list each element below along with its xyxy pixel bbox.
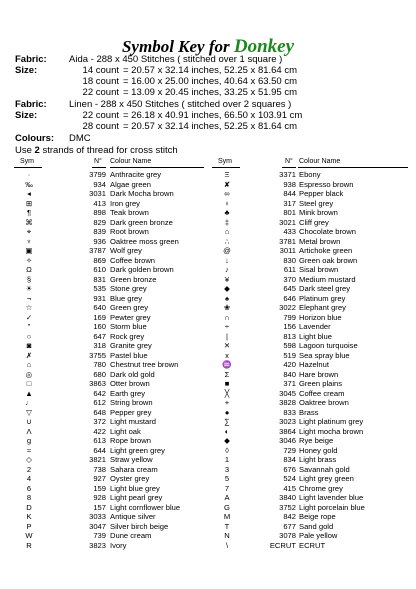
- symbol-glyph: 5: [224, 474, 230, 483]
- dmc-number: 535: [93, 284, 106, 293]
- colour-name: Horizon blue: [299, 312, 342, 322]
- dmc-number: 3023: [279, 417, 296, 426]
- symbol-glyph: ◂: [27, 189, 31, 198]
- colour-name: Sand gold: [299, 521, 334, 531]
- colour-name: Granite grey: [110, 341, 152, 350]
- symbol-glyph: ◇: [26, 455, 32, 464]
- colour-name: Elephant grey: [299, 303, 346, 312]
- symbol-glyph: ╳: [224, 388, 230, 398]
- fabric-label: Fabric:: [15, 99, 47, 110]
- colour-name: Pale yellow: [299, 531, 338, 540]
- colour-name: Coffee brown: [110, 255, 156, 265]
- symbol-glyph: ●: [224, 407, 230, 417]
- header-rule: [298, 167, 408, 168]
- dmc-number: 645: [283, 284, 296, 293]
- size-label: Size:: [15, 65, 38, 76]
- symbol-glyph: ∑: [224, 417, 230, 426]
- symbol-glyph: ◙: [26, 341, 32, 350]
- dmc-number: 844: [283, 189, 296, 198]
- header-rule: [110, 167, 204, 168]
- dmc-number: 3045: [279, 388, 296, 398]
- size-dims: = 20.57 x 32.14 inches, 52.25 x 81.64 cm: [123, 121, 298, 132]
- colour-name: Rock grey: [110, 331, 145, 341]
- fabric-linen-text: Linen - 288 x 450 Stitches ( stitched over 2 squares ): [69, 99, 292, 110]
- symbol-glyph: ☀: [25, 284, 33, 293]
- symbol-glyph: ◆: [224, 436, 230, 445]
- colour-name: Oaktree brown: [299, 398, 349, 407]
- symbol-glyph: M: [223, 512, 231, 521]
- symbol-glyph: ◆: [224, 284, 230, 293]
- size-dims: = 13.09 x 20.45 inches, 33.25 x 51.95 cm: [123, 87, 298, 98]
- colour-name: Root brown: [110, 227, 149, 236]
- colour-name: Pastel blue: [110, 350, 148, 360]
- dmc-number: 3781: [279, 236, 296, 246]
- symbol-glyph: ⌖: [26, 227, 32, 236]
- colour-name: Light cornflower blue: [110, 502, 181, 512]
- colours-value: DMC: [69, 133, 91, 144]
- colour-name: Oaktree moss green: [110, 236, 179, 246]
- symbol-glyph: N: [224, 531, 230, 540]
- dmc-number: 680: [93, 369, 106, 379]
- symbol-glyph: 4: [26, 474, 32, 483]
- symbol-glyph: Σ: [224, 369, 230, 379]
- dmc-number: 738: [93, 464, 106, 474]
- dmc-number: 370: [283, 274, 296, 284]
- dmc-number: 642: [93, 388, 106, 398]
- symbol-glyph: ☆: [25, 303, 33, 312]
- colour-name: Dune cream: [110, 531, 152, 540]
- colour-name: Hare brown: [299, 369, 339, 379]
- dmc-number: 831: [93, 274, 106, 284]
- dmc-number: 3033: [89, 512, 106, 521]
- symbol-glyph: ⊞: [25, 198, 33, 208]
- fabric-linen-line: [15, 99, 291, 110]
- dmc-number: 729: [283, 445, 296, 455]
- colour-name: Lavender: [299, 322, 331, 331]
- symbol-glyph: 7: [224, 483, 230, 493]
- title-pattern-name: Donkey: [233, 36, 295, 57]
- colour-name: Artichoke green: [299, 246, 353, 255]
- symbol-glyph: 1: [224, 455, 230, 464]
- size-count: 14 count: [82, 65, 119, 76]
- dmc-number: 938: [283, 179, 296, 189]
- dmc-number: 413: [93, 198, 106, 208]
- symbol-glyph: □: [26, 379, 32, 388]
- dmc-number: 936: [93, 236, 106, 246]
- fabric-aida-text: Aida - 288 x 450 Stitches ( stitched over 1 square ): [69, 54, 283, 65]
- symbol-glyph: ÷: [224, 322, 230, 331]
- dmc-number: 612: [93, 398, 106, 407]
- dmc-number: 799: [283, 312, 296, 322]
- dmc-number: 3755: [89, 350, 106, 360]
- colour-name: Antique silver: [110, 512, 156, 521]
- symbol-glyph: ▣: [25, 246, 33, 255]
- symbol-glyph: ◊: [225, 445, 229, 455]
- colour-name: Light oak: [110, 426, 141, 436]
- dmc-number: 3823: [89, 540, 106, 550]
- symbol-glyph: Ω: [26, 265, 32, 274]
- size-count: 28 count: [82, 121, 119, 132]
- colour-name: Light blue: [299, 331, 332, 341]
- dmc-number: 644: [93, 445, 106, 455]
- dmc-number: 3031: [89, 189, 106, 198]
- dmc-number: 801: [283, 208, 296, 217]
- symbol-glyph: ": [27, 322, 31, 331]
- colour-name: Light brass: [299, 455, 337, 464]
- colours-line: [15, 133, 91, 144]
- dmc-number: 677: [283, 521, 296, 531]
- colour-name: Teak brown: [110, 208, 149, 217]
- symbol-glyph: x: [225, 350, 229, 360]
- dmc-number: 613: [93, 436, 106, 445]
- colour-name: Beige rope: [299, 512, 336, 521]
- dmc-number: 3840: [279, 493, 296, 502]
- symbol-glyph: Ξ: [224, 170, 230, 179]
- colour-name: Lagoon turquoise: [299, 341, 358, 350]
- symbol-glyph: ✕: [223, 341, 231, 350]
- colour-name: Dark golden brown: [110, 265, 174, 274]
- symbol-glyph: G: [224, 502, 230, 512]
- dmc-number: 318: [93, 341, 106, 350]
- dmc-number: 160: [93, 322, 106, 331]
- colour-name: Light green grey: [110, 445, 165, 455]
- symbol-glyph: R: [26, 540, 32, 550]
- symbol-glyph: ↓: [225, 255, 229, 265]
- symbol-glyph: 3: [224, 464, 230, 474]
- symbol-glyph: ◎: [25, 369, 33, 379]
- dmc-number: 840: [283, 369, 296, 379]
- dmc-number: 3021: [279, 217, 296, 227]
- symbol-glyph: ♣: [224, 208, 230, 217]
- symbol-glyph: ¥: [224, 274, 230, 284]
- symbol-glyph: ○: [26, 331, 32, 341]
- colour-name: Iron grey: [110, 198, 140, 208]
- dmc-number: 869: [93, 255, 106, 265]
- symbol-glyph: ✧: [25, 255, 33, 265]
- number-header: N°: [94, 158, 102, 165]
- size-aida-22: [15, 87, 297, 98]
- symbol-glyph: W: [25, 531, 33, 540]
- dmc-number: 3752: [279, 502, 296, 512]
- symbol-glyph: +: [224, 398, 230, 407]
- colour-name: Dark steel grey: [299, 284, 351, 293]
- dmc-number: 598: [283, 341, 296, 350]
- colour-name: Pewter grey: [110, 312, 151, 322]
- colour-name: Chocolate brown: [299, 227, 356, 236]
- title-prefix: Symbol Key for: [121, 37, 230, 56]
- colour-name: Light mocha brown: [299, 426, 364, 436]
- symbol-glyph: ❀: [223, 303, 231, 312]
- colour-name: Rope brown: [110, 436, 151, 445]
- dmc-number: 3799: [89, 170, 106, 179]
- symbol-glyph: 6: [26, 483, 32, 493]
- symbol-glyph: ♀: [224, 198, 230, 208]
- symbol-glyph: ⌘: [25, 217, 33, 227]
- header-rule: [92, 167, 106, 168]
- dmc-number: 833: [283, 407, 296, 417]
- header-rule: [282, 167, 296, 168]
- colour-name: Metal brown: [299, 236, 341, 246]
- colour-name: Ebony: [299, 170, 321, 179]
- colour-name: Stone grey: [110, 284, 147, 293]
- colour-name: Light platinum grey: [299, 417, 364, 426]
- dmc-number: 830: [283, 255, 296, 265]
- dmc-number: 3864: [279, 426, 296, 436]
- symbol-glyph: ⌂: [26, 360, 32, 369]
- symbol-glyph: ≈: [26, 445, 32, 455]
- size-aida-18: [15, 76, 297, 87]
- colour-name: Rye beige: [299, 436, 334, 445]
- symbol-glyph: §: [26, 274, 32, 284]
- dmc-number: 934: [93, 179, 106, 189]
- size-count: 18 count: [82, 76, 119, 87]
- dmc-number: 927: [93, 474, 106, 483]
- dmc-number: 928: [93, 493, 106, 502]
- colour-name: Storm blue: [110, 322, 147, 331]
- dmc-number: 898: [93, 208, 106, 217]
- dmc-number: 371: [283, 379, 296, 388]
- dmc-number: 524: [283, 474, 296, 483]
- name-header: Colour Name: [299, 158, 341, 165]
- dmc-number: 3011: [279, 246, 296, 255]
- dmc-number: 3022: [279, 303, 296, 312]
- colour-name: Dark Mocha brown: [110, 189, 174, 198]
- sym-header: Sym: [20, 158, 34, 165]
- dmc-number: 931: [93, 293, 106, 303]
- size-dims: = 20.57 x 32.14 inches, 52.25 x 81.64 cm: [123, 65, 298, 76]
- symbol-glyph: ✗: [25, 350, 33, 360]
- thread-suffix: strands of thread for cross stitch: [42, 145, 178, 156]
- symbol-glyph: ∞: [224, 189, 230, 198]
- colour-name: Algae green: [110, 179, 151, 189]
- colour-name: Sea spray blue: [299, 350, 350, 360]
- thread-strands: 2: [34, 145, 40, 156]
- symbol-glyph: ✓: [25, 312, 33, 322]
- dmc-number: 610: [93, 265, 106, 274]
- symbol-glyph: ‰: [25, 179, 33, 189]
- colour-name: Cliff grey: [299, 217, 329, 227]
- colour-name: Sisal brown: [299, 265, 339, 274]
- dmc-number: 3047: [89, 521, 106, 531]
- dmc-number: 3863: [89, 379, 106, 388]
- symbol-glyph: ♠: [224, 293, 230, 303]
- header-rule: [212, 167, 240, 168]
- symbol-glyph: ◐: [224, 426, 230, 436]
- dmc-number: 420: [283, 360, 296, 369]
- dmc-number: 648: [93, 407, 106, 417]
- symbol-glyph: ▲: [25, 388, 33, 398]
- dmc-number: 739: [93, 531, 106, 540]
- colour-name: Espresso brown: [299, 179, 354, 189]
- sym-header: Sym: [218, 158, 232, 165]
- colour-name: Light porcelain blue: [299, 502, 365, 512]
- column-header: [212, 158, 408, 167]
- colour-name: Brass: [299, 407, 319, 417]
- colour-name: Dark green bronze: [110, 217, 173, 227]
- dmc-number: ECRUT: [269, 540, 296, 550]
- thread-prefix: Use: [15, 145, 32, 156]
- colour-name: Straw yellow: [110, 455, 153, 464]
- size-count: 22 count: [82, 110, 119, 121]
- symbol-glyph: T: [224, 521, 230, 531]
- colour-name: Steel grey: [299, 198, 334, 208]
- colour-name: Honey gold: [299, 445, 338, 455]
- symbol-glyph: ♩: [25, 398, 33, 407]
- colour-name: Sahara cream: [110, 464, 158, 474]
- dmc-number: 3787: [89, 246, 106, 255]
- symbol-glyph: ∴: [224, 236, 230, 246]
- size-aida-14: [15, 65, 297, 76]
- colour-name: Earth grey: [110, 388, 146, 398]
- colour-name: Dark old gold: [110, 369, 155, 379]
- dmc-number: 422: [93, 426, 106, 436]
- colour-name: ECRUT: [299, 540, 326, 550]
- symbol-glyph: ♆: [26, 236, 32, 246]
- dmc-number: 3046: [279, 436, 296, 445]
- symbol-glyph: ·: [27, 170, 31, 179]
- symbol-glyph: g: [26, 436, 32, 445]
- colour-name: Mink brown: [299, 208, 338, 217]
- dmc-number: 372: [93, 417, 106, 426]
- colour-name: Hazelnut: [299, 360, 329, 369]
- colour-name: Otter brown: [110, 379, 150, 388]
- name-header: Colour Name: [110, 158, 152, 165]
- dmc-number: 842: [283, 512, 296, 521]
- colour-name: Light grey green: [299, 474, 354, 483]
- colour-name: Wolf grey: [110, 246, 142, 255]
- dmc-number: 611: [283, 265, 296, 274]
- symbol-glyph: ♪: [225, 265, 229, 274]
- colour-name: Green grey: [110, 303, 148, 312]
- dmc-number: 813: [283, 331, 296, 341]
- colour-name: Light pearl grey: [110, 493, 163, 502]
- colour-name: Coffee cream: [299, 388, 345, 398]
- fabric-label: Fabric:: [15, 54, 47, 65]
- symbol-glyph: ♒: [222, 360, 232, 369]
- left-colour-column: [14, 158, 204, 550]
- dmc-number: 839: [93, 227, 106, 236]
- colour-name: Chrome grey: [299, 483, 343, 493]
- colour-name: Savannah gold: [299, 464, 350, 474]
- symbol-glyph: ■: [224, 379, 230, 388]
- colour-name: Green oak brown: [299, 255, 358, 265]
- dmc-number: 829: [93, 217, 106, 227]
- symbol-glyph: 2: [26, 464, 32, 474]
- colour-name: Green plains: [299, 379, 343, 388]
- dmc-number: 780: [93, 360, 106, 369]
- colour-name: Pepper black: [299, 189, 344, 198]
- thread-instruction: [15, 145, 178, 156]
- colour-name: Blue grey: [110, 293, 143, 303]
- colour-name: Silver birch beige: [110, 521, 169, 531]
- dmc-number: 3828: [279, 398, 296, 407]
- symbol-glyph: 8: [26, 493, 32, 502]
- right-colour-column: [212, 158, 408, 550]
- symbol-glyph: @: [223, 246, 231, 255]
- size-dims: = 16.00 x 25.00 inches, 40.64 x 63.50 cm: [123, 76, 298, 87]
- colour-name: Medium mustard: [299, 274, 356, 284]
- symbol-glyph: K: [26, 512, 32, 521]
- colour-name: Light mustard: [110, 417, 157, 426]
- colour-name: Anthracite grey: [110, 170, 162, 179]
- symbol-glyph: ✘: [223, 179, 231, 189]
- dmc-number: 159: [93, 483, 106, 493]
- size-linen-28: [15, 121, 297, 132]
- symbol-glyph: ∩: [224, 312, 230, 322]
- colour-name: Light lavender blue: [299, 493, 364, 502]
- fabric-aida-line: [15, 54, 282, 65]
- symbol-glyph: ¬: [26, 293, 32, 303]
- colour-name: Oyster grey: [110, 474, 150, 483]
- dmc-number: 3371: [279, 170, 296, 179]
- dmc-number: 433: [283, 227, 296, 236]
- dmc-number: 317: [283, 198, 296, 208]
- number-header: N°: [285, 158, 293, 165]
- dmc-number: 647: [93, 331, 106, 341]
- symbol-glyph: A: [224, 493, 230, 502]
- size-label: Size:: [15, 110, 38, 121]
- colour-name: Ivory: [110, 540, 127, 550]
- symbol-glyph: Λ: [26, 426, 32, 436]
- symbol-glyph: ▽: [26, 407, 32, 417]
- dmc-number: 157: [93, 502, 106, 512]
- colour-name: Green bronze: [110, 274, 157, 284]
- dmc-number: 3821: [89, 455, 106, 464]
- colours-label: Colours:: [15, 133, 55, 144]
- symbol-glyph: |: [226, 331, 228, 341]
- dmc-number: 156: [283, 322, 296, 331]
- symbol-glyph: P: [26, 521, 32, 531]
- symbol-glyph: ‡: [224, 217, 230, 227]
- dmc-number: 169: [93, 312, 106, 322]
- colour-name: Pepper grey: [110, 407, 152, 417]
- colour-name: Platinum grey: [299, 293, 346, 303]
- dmc-number: 834: [283, 455, 296, 464]
- dmc-number: 676: [283, 464, 296, 474]
- symbol-glyph: D: [26, 502, 32, 512]
- size-count: 22 count: [82, 87, 119, 98]
- dmc-number: 415: [283, 483, 296, 493]
- symbol-glyph: \: [225, 540, 229, 550]
- dmc-number: 640: [93, 303, 106, 312]
- column-header: [14, 158, 204, 167]
- size-dims: = 26.18 x 40.91 inches, 66.50 x 103.91 cm: [123, 110, 303, 121]
- symbol-glyph: ¶: [26, 208, 32, 217]
- dmc-number: 646: [283, 293, 296, 303]
- size-linen-22: [15, 110, 302, 121]
- symbol-glyph: ⌂: [224, 227, 230, 236]
- header-rule: [14, 167, 42, 168]
- dmc-number: 519: [283, 350, 296, 360]
- colour-name: Light blue grey: [110, 483, 160, 493]
- colour-name: Chestnut tree brown: [110, 360, 179, 369]
- dmc-number: 3078: [279, 531, 296, 540]
- symbol-glyph: ∪: [26, 417, 32, 426]
- colour-name: String brown: [110, 398, 153, 407]
